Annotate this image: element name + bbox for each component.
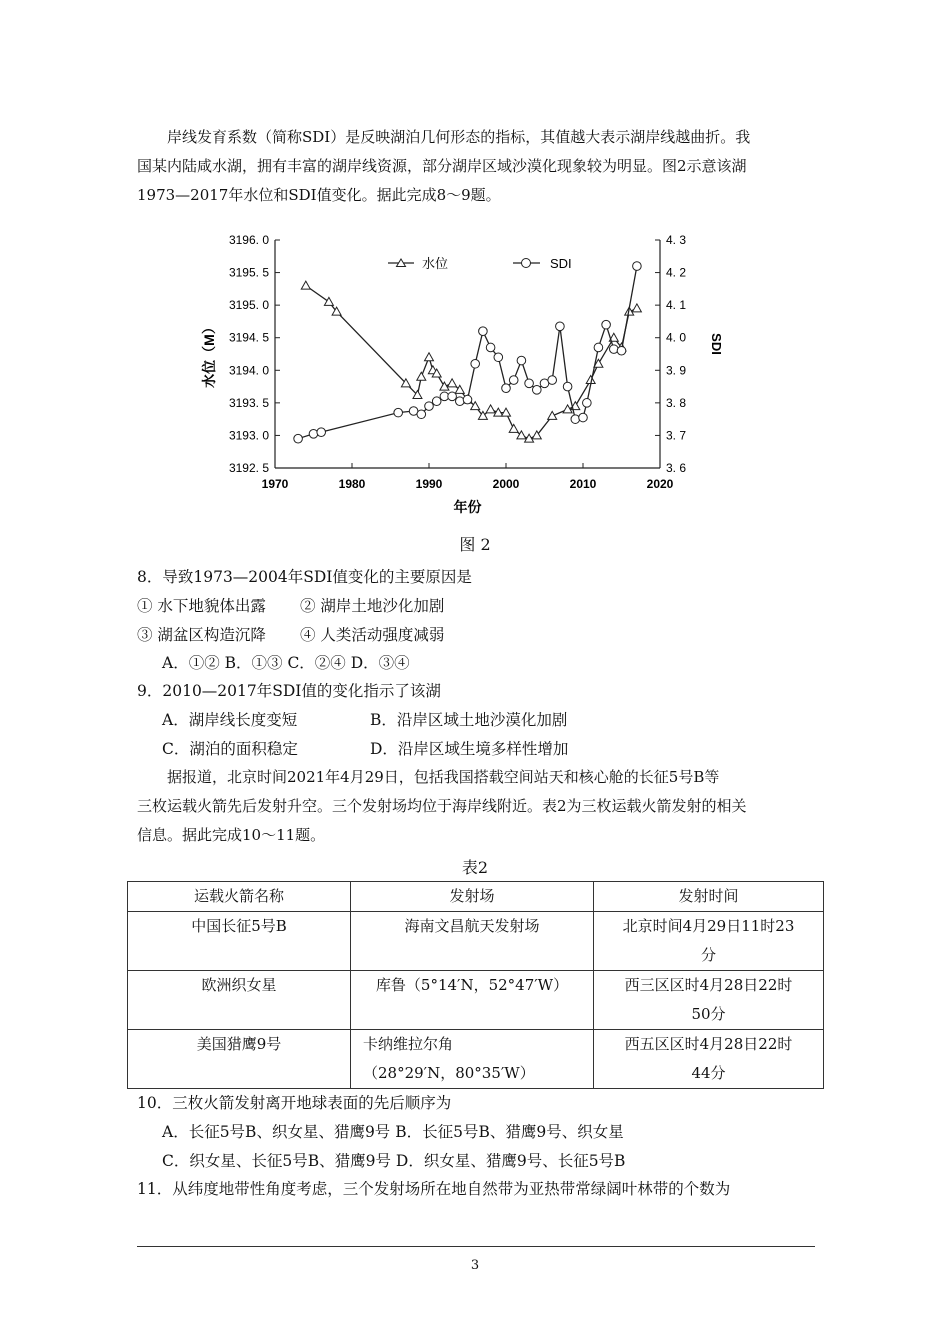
- table-cell-rocket: 欧洲织女星: [128, 971, 351, 1030]
- q8-option-2: ② 湖岸土地沙化加剧: [300, 597, 445, 615]
- q9-option-d: D．沿岸区域生境多样性增加: [370, 740, 569, 758]
- x-tick-label: 2010: [569, 477, 597, 491]
- sdi-point: [509, 376, 518, 385]
- chart-legend: [388, 256, 572, 271]
- rocket-launch-table: [127, 881, 824, 1089]
- intro-paragraph-2: [137, 763, 817, 850]
- left-tick-label: 3195. 5: [228, 265, 269, 280]
- sdi-point: [456, 397, 465, 406]
- time-line-2: 44分: [691, 1064, 726, 1082]
- sdi-line: [298, 266, 637, 439]
- table-cell-site: [351, 1030, 594, 1089]
- q8-choices: A．①② B．①③ C．②④ D．③④: [162, 654, 410, 672]
- q11-stem: 11．从纬度地带性角度考虑，三个发射场所在地自然带为亚热带常绿阔叶林带的个数为: [137, 1180, 731, 1198]
- right-tick-label: 4. 3: [666, 233, 687, 247]
- x-axis-ticks: [262, 463, 674, 491]
- table-header-row: [128, 882, 824, 912]
- legend-label-water-level: 水位: [422, 256, 449, 271]
- q9-option-c: C．湖泊的面积稳定: [162, 740, 298, 758]
- sdi-point: [556, 322, 565, 331]
- sdi-point: [525, 379, 534, 388]
- left-tick-label: 3196. 0: [228, 233, 269, 247]
- time-line-2: 50分: [691, 1005, 726, 1023]
- sdi-point: [563, 382, 572, 391]
- left-tick-label: 3195. 0: [228, 298, 269, 313]
- water-level-point: [301, 281, 310, 289]
- legend-label-sdi: SDI: [550, 256, 572, 271]
- table-cell-time: [594, 912, 824, 971]
- right-tick-label: 3. 9: [666, 363, 687, 378]
- site-line-2: （28°29′N，80°35′W）: [363, 1064, 535, 1082]
- time-line-1: 西五区区时4月28日22时: [624, 1035, 793, 1053]
- sdi-point: [594, 343, 603, 352]
- x-tick-label: 1990: [415, 477, 443, 491]
- sdi-point: [471, 359, 480, 368]
- time-line-1: 西三区区时4月28日22时: [624, 976, 793, 994]
- intro2-line-1: 据报道，北京时间2021年4月29日，包括我国搭载空间站天和核心舱的长征5号B等: [167, 768, 720, 786]
- figure-caption: 图 2: [459, 535, 491, 554]
- sdi-point: [463, 395, 472, 404]
- left-tick-label: 3193. 0: [228, 428, 269, 443]
- q10-stem: 10．三枚火箭发射离开地球表面的先后顺序为: [137, 1094, 452, 1112]
- chart-axes: [275, 240, 660, 468]
- water-level-point: [632, 304, 641, 312]
- water-level-point: [509, 424, 518, 432]
- legend-circle-marker: [522, 259, 531, 268]
- right-tick-label: 4. 0: [666, 330, 687, 345]
- sdi-point: [617, 346, 626, 355]
- x-tick-label: 1970: [261, 477, 289, 491]
- sdi-point: [633, 262, 642, 271]
- intro2-line-3: 信息。据此完成10～11题。: [137, 826, 326, 844]
- water-level-point: [324, 297, 333, 305]
- x-tick-label: 2020: [646, 477, 674, 491]
- sdi-point: [309, 430, 318, 439]
- q9-option-a: A．湖岸线长度变短: [162, 711, 298, 729]
- table-cell-time: [594, 1030, 824, 1089]
- q10-options-ab: A．长征5号B、织女星、猎鹰9号 B．长征5号B、猎鹰9号、织女星: [162, 1123, 624, 1141]
- intro1-line-2: 国某内陆咸水湖，拥有丰富的湖岸线资源，部分湖岸区域沙漠化现象较为明显。图2示意该湖: [137, 157, 747, 175]
- site-line-1: 库鲁（5°14′N，52°47′W）: [375, 976, 569, 994]
- left-axis-ticks: [229, 233, 280, 475]
- sdi-point: [502, 384, 511, 393]
- intro1-line-3: 1973—2017年水位和SDI值变化。据此完成8～9题。: [137, 186, 501, 204]
- intro2-line-2: 三枚运载火箭先后发射升空。三个发射场均位于海岸线附近。表2为三枚运载火箭发射的相关: [137, 797, 747, 815]
- q8-stem: 8．导致1973—2004年SDI值变化的主要原因是: [137, 568, 472, 586]
- site-line-1: 卡纳维拉尔角: [363, 1035, 454, 1053]
- sdi-point: [448, 392, 457, 401]
- series-sdi: [294, 262, 641, 443]
- table-row: [128, 971, 824, 1030]
- sdi-point: [432, 397, 441, 406]
- sdi-point: [494, 353, 503, 362]
- y-axis-label-right: SDI: [709, 333, 724, 355]
- time-line-1: 北京时间4月29日11时23: [622, 917, 795, 935]
- sdi-point: [317, 428, 326, 437]
- q9-stem: 9．2010—2017年SDI值的变化指示了该湖: [137, 682, 441, 700]
- sdi-point: [583, 399, 592, 408]
- water-level-point: [486, 405, 495, 413]
- q10-options-cd: C．织女星、长征5号B、猎鹰9号 D．织女星、猎鹰9号、长征5号B: [162, 1152, 626, 1170]
- right-tick-label: 3. 7: [666, 428, 687, 443]
- right-tick-label: 3. 6: [666, 461, 687, 475]
- footer-divider: [137, 1246, 815, 1247]
- intro1-line-1: 岸线发育系数（简称SDI）是反映湖泊几何形态的指标，其值越大表示湖岸线越曲折。我: [167, 128, 751, 146]
- time-line-2: 分: [700, 946, 716, 964]
- table-row: [128, 912, 824, 971]
- left-tick-label: 3194. 5: [228, 330, 269, 345]
- q9-option-b: B．沿岸区域土地沙漠化加剧: [370, 711, 568, 729]
- water-level-point: [417, 372, 426, 380]
- intro-paragraph-1: [137, 123, 817, 210]
- table-title: 表2: [461, 858, 489, 877]
- right-tick-label: 4. 2: [666, 265, 687, 280]
- q8-option-4: ④ 人类活动强度减弱: [300, 626, 445, 644]
- sdi-point: [610, 345, 619, 354]
- water-level-point: [548, 411, 557, 419]
- q8-option-1: ① 水下地貌体出露: [137, 597, 266, 615]
- sdi-point: [533, 386, 542, 395]
- table-cell-time: [594, 971, 824, 1030]
- sdi-point: [571, 415, 580, 424]
- left-tick-label: 3194. 0: [228, 363, 269, 378]
- table-row: [128, 1030, 824, 1089]
- left-tick-label: 3193. 5: [228, 395, 269, 410]
- sdi-point: [579, 413, 588, 422]
- sdi-point: [602, 320, 611, 329]
- table-cell-rocket: 中国长征5号B: [128, 912, 351, 971]
- water-level-point: [448, 379, 457, 387]
- table-cell-rocket: 美国猎鹰9号: [128, 1030, 351, 1089]
- table-cell-site: [351, 912, 594, 971]
- page-number: 3: [470, 1258, 480, 1273]
- sdi-point: [517, 356, 526, 365]
- site-line-1: 海南文昌航天发射场: [404, 917, 540, 935]
- sdi-point: [486, 343, 495, 352]
- table-header-site: 发射场: [351, 882, 594, 912]
- water-level-point: [425, 353, 434, 361]
- x-tick-label: 2000: [492, 477, 520, 491]
- q8-option-3: ③ 湖盆区构造沉降: [137, 626, 266, 644]
- table-cell-site: [351, 971, 594, 1030]
- water-level-sdi-chart: [190, 222, 750, 522]
- sdi-point: [417, 410, 426, 419]
- sdi-point: [394, 408, 403, 417]
- y-axis-label-left: 水位（M）: [201, 320, 217, 388]
- sdi-point: [425, 402, 434, 411]
- sdi-point: [548, 376, 557, 385]
- sdi-point: [294, 434, 303, 443]
- table-header-rocket: 运载火箭名称: [128, 882, 351, 912]
- x-axis-label: 年份: [453, 499, 482, 515]
- table-header-time: 发射时间: [594, 882, 824, 912]
- left-tick-label: 3192. 5: [228, 461, 269, 475]
- right-tick-label: 4. 1: [666, 298, 687, 313]
- right-tick-label: 3. 8: [666, 395, 687, 410]
- x-tick-label: 1980: [338, 477, 366, 491]
- sdi-point: [479, 327, 488, 336]
